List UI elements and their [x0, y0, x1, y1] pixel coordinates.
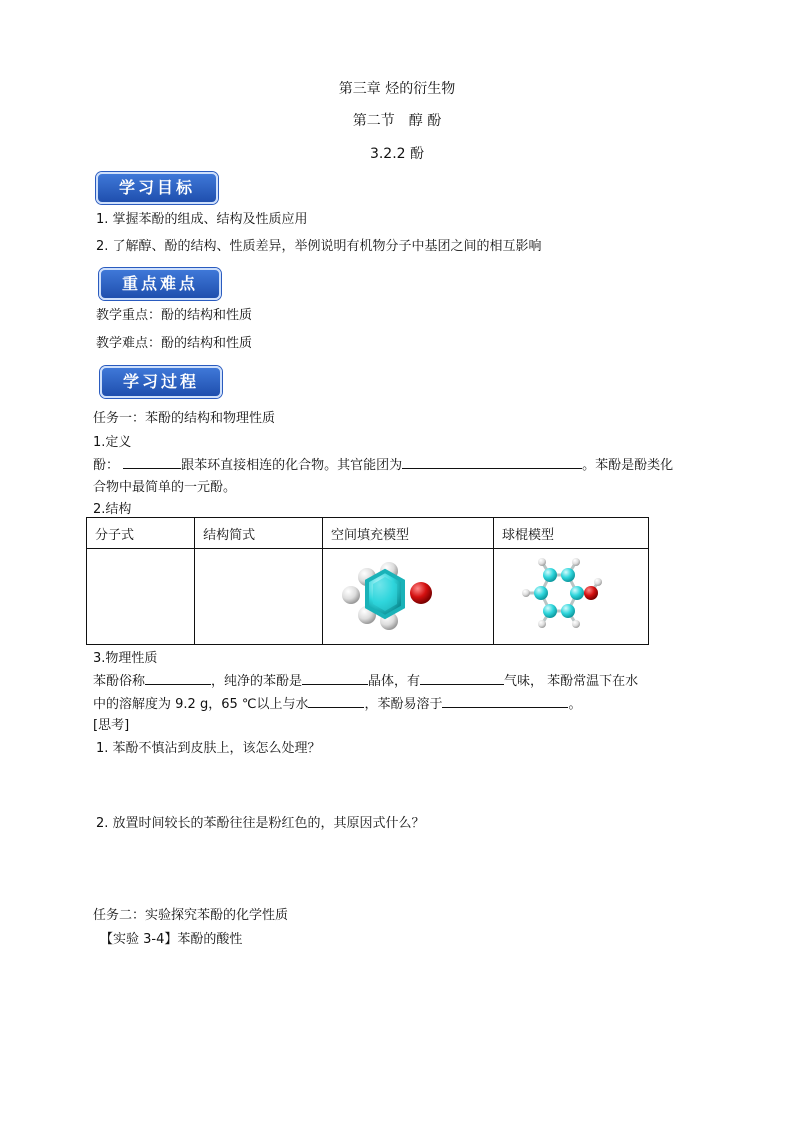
- cell-structural[interactable]: [195, 549, 323, 645]
- cell-ball-stick: [494, 549, 649, 645]
- header-ball-stick: 球棍模型: [494, 518, 649, 549]
- definition-heading: 1.定义: [93, 435, 132, 450]
- definition-blank-1[interactable]: [123, 456, 181, 469]
- physical-line-1: [93, 670, 638, 689]
- phys-text-2: ，纯净的苯酚是: [211, 674, 303, 689]
- cell-formula[interactable]: [87, 549, 195, 645]
- definition-text-1: 酚：: [93, 458, 120, 473]
- space-filling-model-image: [323, 549, 493, 640]
- definition-text-3: 。苯酚是酚类化: [582, 458, 674, 473]
- think-heading: [思考]: [93, 718, 130, 733]
- goal-item-2: 2. 了解醇、酚的结构、性质差异，举例说明有机物分子中基团之间的相互影响: [96, 239, 542, 254]
- experiment-title: 【实验 3-4】苯酚的酸性: [100, 932, 243, 947]
- process-badge: 学习过程: [100, 366, 222, 398]
- question-1: 1. 苯酚不慎沾到皮肤上，该怎么处理？: [96, 741, 321, 756]
- phys-text-3: 晶体，有: [368, 674, 421, 689]
- functional-group-blank[interactable]: [402, 456, 582, 469]
- subsection-title: 3.2.2 酚: [369, 146, 425, 162]
- crystal-color-blank[interactable]: [302, 672, 368, 685]
- teaching-difficulty: 教学难点：酚的结构和性质: [96, 336, 253, 351]
- goals-badge: 学习目标: [96, 172, 218, 204]
- phys-text-4: 气味， 苯酚常温下在水: [504, 674, 639, 689]
- task2-title: 任务二：实验探究苯酚的化学性质: [93, 908, 289, 923]
- physical-heading: 3.物理性质: [93, 651, 158, 666]
- header-space-filling: 空间填充模型: [322, 518, 493, 549]
- definition-line-2: 合物中最简单的一元酚。: [93, 480, 237, 495]
- phys-text-6: ，苯酚易溶于: [364, 697, 443, 712]
- structure-heading: 2.结构: [93, 502, 132, 517]
- physical-line-2: [93, 693, 582, 712]
- ball-stick-model-image: [494, 549, 648, 640]
- phys-text-7: 。: [568, 697, 582, 712]
- odor-blank[interactable]: [420, 672, 504, 685]
- header-formula: 分子式: [87, 518, 195, 549]
- section-title: 第二节 醇 酚: [352, 113, 442, 129]
- phys-text-5: 中的溶解度为 9.2 g，65 ℃以上与水: [93, 697, 309, 712]
- goal-item-1: 1. 掌握苯酚的组成、结构及性质应用: [96, 212, 308, 227]
- structure-table: [86, 517, 649, 645]
- task1-title: 任务一：苯酚的结构和物理性质: [93, 411, 276, 426]
- question-2: 2. 放置时间较长的苯酚往往是粉红色的，其原因式什么？: [96, 816, 425, 831]
- chapter-title: 第三章 烃的衍生物: [338, 81, 456, 97]
- teaching-focus: 教学重点：酚的结构和性质: [96, 308, 253, 323]
- cell-space-filling: [322, 549, 493, 645]
- definition-line-1: [93, 454, 673, 473]
- definition-text-2: 跟苯环直接相连的化合物。其官能团为: [181, 458, 403, 473]
- phys-text-1: 苯酚俗称: [93, 674, 146, 689]
- header-structural: 结构简式: [195, 518, 323, 549]
- solubility-blank[interactable]: [308, 695, 364, 708]
- solvent-blank[interactable]: [442, 695, 568, 708]
- common-name-blank[interactable]: [145, 672, 211, 685]
- key-points-badge: 重点难点: [99, 268, 221, 300]
